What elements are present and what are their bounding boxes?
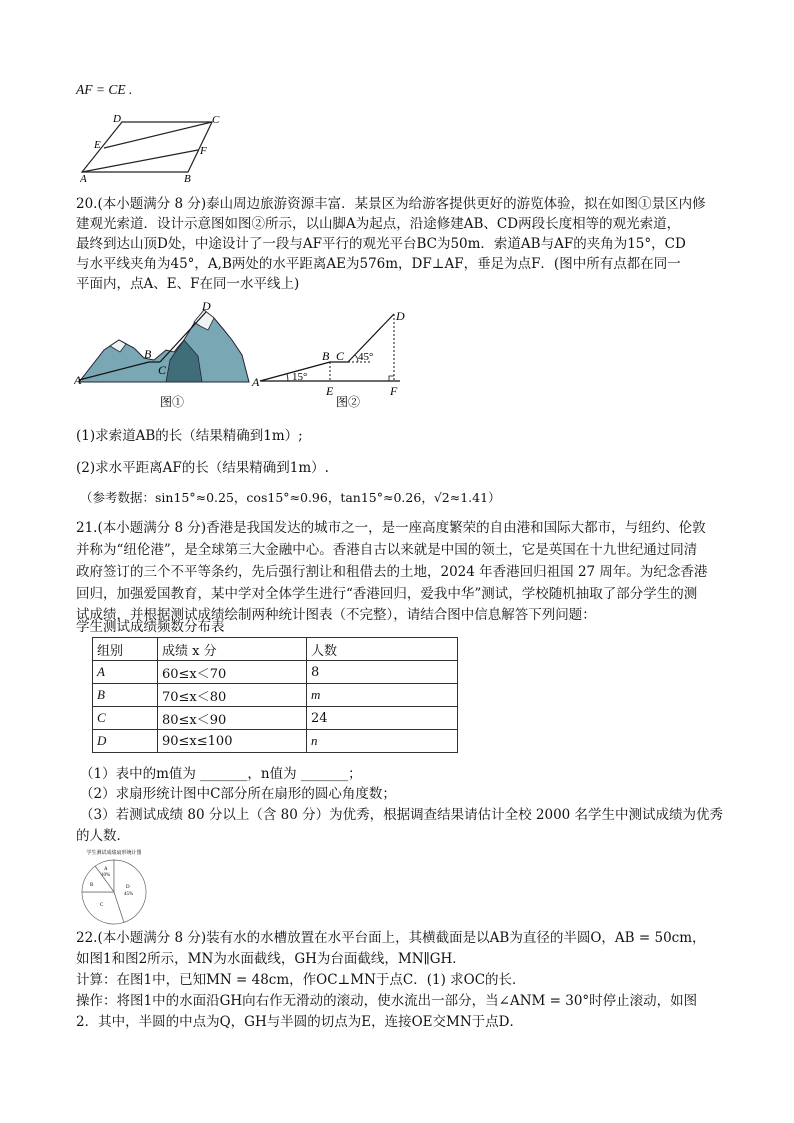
q21-sub-3a: （3）若测试成绩 80 分以上（含 80 分）为优秀，根据调查结果请估计全校 2000 名学生中测试成绩为优秀 bbox=[80, 807, 724, 823]
table-row bbox=[93, 707, 458, 730]
q21-line-1: 21.(本小题满分 8 分)香港是我国发达的城市之一，是一座高度繁荣的自由港和国际大都市，与纽约、伦敦 bbox=[76, 520, 706, 536]
q20-line-2: 建观光索道．设计示意图如图②所示，以山脚A为起点，沿途修建AB、CD两段长度相等的观光索道， bbox=[76, 216, 681, 232]
q21-line-3: 政府签订的三个不平等条约，先后强行割让和租借去的土地，2024 年香港回归祖国 27 周年。为纪念香港 bbox=[76, 564, 708, 580]
fig1-label-d: D bbox=[202, 300, 211, 313]
table-header-cell: 成绩 x 分 bbox=[158, 638, 307, 661]
fig2-angle-45: 45° bbox=[358, 351, 374, 363]
frequency-table bbox=[92, 637, 458, 753]
right-angle-mark bbox=[389, 376, 394, 381]
q22-line-5: 2．其中，半圆的中点为Q，GH与半圆的切点为E，连接OE交MN于点D． bbox=[76, 1014, 523, 1030]
q20-reference-data: （参考数据：sin15°≈0.25，cos15°≈0.96，tan15°≈0.26，√2≈1.41） bbox=[80, 490, 501, 505]
q22-line-4: 操作：将图1中的水面沿GH向右作无滑动的滚动，使水流出一部分，当∠ANM = 30°时停止滚动，如图 bbox=[76, 993, 698, 1009]
fig1-label-a: A bbox=[74, 373, 82, 387]
pie-label-c: C bbox=[100, 903, 104, 908]
table-cell: 8 bbox=[307, 661, 458, 684]
q22-line-2: 如图1和图2所示，MN为水面截线，GH为台面截线，MN∥GH． bbox=[76, 951, 466, 967]
figure-2-geometry bbox=[250, 300, 420, 412]
pie-label-d-pct: 45% bbox=[124, 892, 134, 897]
q21-line-5: 试成绩，并根据测试成绩绘制两种统计图表（不完整），请结合图中信息解答下列问题： bbox=[76, 607, 596, 623]
q22-line-3: 计算：在图1中，已知MN = 48cm，作OC⊥MN于点C．(1) 求OC的长． bbox=[76, 972, 526, 988]
label-f: F bbox=[200, 145, 207, 157]
q20-sub-2: (2)求水平距离AF的长（结果精确到1m）. bbox=[76, 460, 329, 476]
q20-line-4: 与水平线夹角为45°，A,B两处的水平距离AE为576m，DF⊥AF，垂足为点F．(图中所有点都在同一 bbox=[76, 256, 681, 272]
parallelogram-shape bbox=[82, 122, 212, 172]
pie-label-a: A bbox=[104, 867, 108, 872]
table-cell: A bbox=[93, 661, 158, 684]
table-title: 学生测试成绩频数分布表 bbox=[76, 619, 225, 635]
fig2-label-c: C bbox=[336, 349, 345, 363]
table-cell: 70≤x＜80 bbox=[158, 684, 307, 707]
label-a: A bbox=[80, 173, 87, 182]
pie-chart bbox=[74, 848, 154, 928]
table-cell: 24 bbox=[307, 707, 458, 730]
top-equation: AF = CE . bbox=[76, 82, 133, 97]
table-header-cell: 人数 bbox=[307, 638, 458, 661]
fig2-label-e: E bbox=[326, 384, 334, 398]
table-cell: m bbox=[307, 684, 458, 707]
q21-line-4: 回归，加强爱国教育，某中学对全体学生进行“香港回归，爱我中华”测试，学校随机抽取了部分学生的测 bbox=[76, 586, 698, 602]
table-header-row bbox=[93, 638, 458, 661]
segment-af bbox=[82, 150, 198, 172]
table-row bbox=[93, 684, 458, 707]
q21-line-2: 并称为“纽伦港”，是全球第三大金融中心。香港自古以来就是中国的领土，它是英国在十九世纪通过同清 bbox=[76, 542, 698, 558]
fig1-label-c: C bbox=[158, 363, 167, 377]
table-cell: 90≤x≤100 bbox=[158, 730, 307, 753]
fig1-caption: 图① bbox=[160, 395, 185, 409]
fig2-caption: 图② bbox=[336, 395, 361, 409]
label-c: C bbox=[212, 114, 220, 126]
q20-line-1: 20.(本小题满分 8 分)泰山周边旅游资源丰富．某景区为给游客提供更好的游览体验，拟在如图①景区内修 bbox=[76, 196, 706, 212]
pie-label-a-pct: 10% bbox=[101, 873, 111, 878]
table-row bbox=[93, 730, 458, 753]
table-cell: n bbox=[307, 730, 458, 753]
fig2-label-b: B bbox=[322, 349, 330, 363]
fig2-label-a: A bbox=[252, 375, 260, 389]
figure-1-mountains bbox=[74, 300, 252, 412]
fig2-label-d: D bbox=[396, 309, 405, 323]
segment-ec bbox=[104, 122, 212, 148]
pie-title: 学生测试成绩扇形统计图 bbox=[86, 851, 142, 856]
parallelogram-figure bbox=[80, 110, 230, 182]
table-header-cell: 组别 bbox=[93, 638, 158, 661]
q21-sub-3b: 的人数． bbox=[76, 828, 130, 844]
q22-line-1: 22.(本小题满分 8 分)装有水的水槽放置在水平台面上，其横截面是以AB为直径的半圆O，AB = 50cm， bbox=[76, 930, 706, 946]
fig2-label-f: F bbox=[390, 384, 398, 398]
label-b: B bbox=[184, 173, 191, 182]
angle-arc-15 bbox=[287, 374, 288, 381]
q21-sub-1: （1）表中的m值为 _______，n值为 _______； bbox=[80, 766, 362, 782]
label-e: E bbox=[94, 139, 101, 151]
q21-sub-2: （2）求扇形统计图中C部分所在扇形的圆心角度数； bbox=[80, 786, 396, 802]
q20-line-5: 平面内，点A、E、F在同一水平线上) bbox=[76, 276, 300, 292]
label-d: D bbox=[113, 113, 121, 125]
fig1-label-b: B bbox=[144, 347, 152, 361]
table-cell: B bbox=[93, 684, 158, 707]
table-row bbox=[93, 661, 458, 684]
table-cell: C bbox=[93, 707, 158, 730]
table-cell: D bbox=[93, 730, 158, 753]
table-cell: 80≤x＜90 bbox=[158, 707, 307, 730]
pie-label-d: D bbox=[126, 885, 130, 890]
fig2-angle-15: 15° bbox=[292, 371, 308, 383]
q20-sub-1: (1)求索道AB的长（结果精确到1m）; bbox=[76, 428, 303, 444]
q20-line-3: 最终到达山顶D处，中途设计了一段与AF平行的观光平台BC为50m．索道AB与AF的夹角为15°，CD bbox=[76, 236, 686, 252]
pie-label-b: B bbox=[90, 883, 94, 888]
table-cell: 60≤x＜70 bbox=[158, 661, 307, 684]
